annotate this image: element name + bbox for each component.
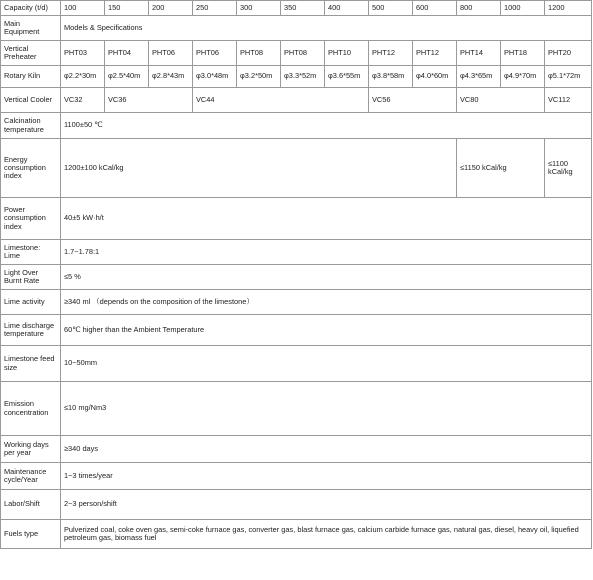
capacity-cell: 200 [149, 1, 193, 16]
working-days-value: ≥340 days [61, 436, 592, 463]
main-equipment-row [1, 16, 592, 41]
preheater-cell: PHT12 [413, 41, 457, 66]
energy-consumption-label: Energy consumption index [1, 139, 61, 198]
emission-concentration-value: ≤10 mg/Nm3 [61, 382, 592, 436]
calcination-temperature-label: Calcination temperature [1, 113, 61, 139]
fuels-type-label: Fuels type [1, 520, 61, 549]
preheater-cell: PHT20 [545, 41, 592, 66]
kiln-cell: φ3.0*48m [193, 66, 237, 88]
light-over-burnt-label: Light Over Burnt Rate [1, 265, 61, 290]
labor-shift-value: 2~3 person/shift [61, 490, 592, 520]
energy-consumption-value: 1200±100 kCal/kg [61, 139, 457, 198]
cooler-cell: VC56 [369, 88, 457, 113]
capacity-cell: 500 [369, 1, 413, 16]
maintenance-cycle-label: Maintenance cycle/Year [1, 463, 61, 490]
vertical-cooler-label: Vertical Cooler [1, 88, 61, 113]
preheater-cell: PHT06 [193, 41, 237, 66]
limestone-lime-label: Limestone: Lime [1, 240, 61, 265]
power-consumption-label: Power consumption index [1, 198, 61, 240]
capacity-cell: 600 [413, 1, 457, 16]
limestone-feed-size-row [1, 346, 592, 382]
lime-discharge-temperature-row [1, 315, 592, 346]
preheater-cell: PHT14 [457, 41, 501, 66]
capacity-cell: 1200 [545, 1, 592, 16]
preheater-cell: PHT06 [149, 41, 193, 66]
preheater-cell: PHT03 [61, 41, 105, 66]
preheater-cell: PHT08 [237, 41, 281, 66]
capacity-cell: 150 [105, 1, 149, 16]
lime-activity-label: Lime activity [1, 290, 61, 315]
fuels-type-value: Pulverized coal, coke oven gas, semi-coke furnace gas, converter gas, blast furnace gas, calcium carbide furnace gas, natural gas, diesel, heavy oil, liquefied petroleum gas, biomass fuel [61, 520, 592, 549]
working-days-row [1, 436, 592, 463]
cooler-cell: VC32 [61, 88, 105, 113]
preheater-cell: PHT04 [105, 41, 149, 66]
kiln-cell: φ3.6*55m [325, 66, 369, 88]
power-consumption-value: 40±5 kW·h/t [61, 198, 592, 240]
limestone-feed-size-label: Limestone feed size [1, 346, 61, 382]
preheater-cell: PHT08 [281, 41, 325, 66]
capacity-cell: 350 [281, 1, 325, 16]
kiln-cell: φ5.1*72m [545, 66, 592, 88]
capacity-cell: 400 [325, 1, 369, 16]
kiln-cell: φ3.3*52m [281, 66, 325, 88]
capacity-row [1, 1, 592, 16]
light-over-burnt-value: ≤5 % [61, 265, 592, 290]
labor-shift-label: Labor/Shift [1, 490, 61, 520]
calcination-temperature-value: 1100±50 ℃ [61, 113, 592, 139]
rotary-kiln-row [1, 66, 592, 88]
lime-activity-value: ≥340 ml （depends on the composition of the limestone） [61, 290, 592, 315]
energy-consumption-value: ≤1150 kCal/kg [457, 139, 545, 198]
capacity-cell: 300 [237, 1, 281, 16]
calcination-temperature-row [1, 113, 592, 139]
kiln-cell: φ4.3*65m [457, 66, 501, 88]
labor-shift-row [1, 490, 592, 520]
preheater-cell: PHT18 [501, 41, 545, 66]
capacity-cell: 1000 [501, 1, 545, 16]
main-equipment-label: Main Equipment [1, 16, 61, 41]
vertical-preheater-row [1, 41, 592, 66]
energy-consumption-row [1, 139, 592, 198]
preheater-cell: PHT12 [369, 41, 413, 66]
capacity-label: Capacity (t/d) [1, 1, 61, 16]
cooler-cell: VC36 [105, 88, 193, 113]
rotary-kiln-label: Rotary Kiln [1, 66, 61, 88]
power-consumption-row [1, 198, 592, 240]
kiln-cell: φ3.8*58m [369, 66, 413, 88]
kiln-cell: φ2.2*30m [61, 66, 105, 88]
working-days-label: Working days per year [1, 436, 61, 463]
kiln-cell: φ2.5*40m [105, 66, 149, 88]
kiln-cell: φ4.0*60m [413, 66, 457, 88]
capacity-cell: 250 [193, 1, 237, 16]
preheater-cell: PHT10 [325, 41, 369, 66]
cooler-cell: VC44 [193, 88, 369, 113]
lime-discharge-temperature-value: 60℃ higher than the Ambient Temperature [61, 315, 592, 346]
maintenance-cycle-value: 1~3 times/year [61, 463, 592, 490]
kiln-cell: φ3.2*50m [237, 66, 281, 88]
kiln-cell: φ4.9*70m [501, 66, 545, 88]
light-over-burnt-row [1, 265, 592, 290]
limestone-lime-row [1, 240, 592, 265]
emission-concentration-label: Emission concentration [1, 382, 61, 436]
vertical-cooler-row [1, 88, 592, 113]
capacity-cell: 100 [61, 1, 105, 16]
vertical-preheater-label: Vertical Preheater [1, 41, 61, 66]
cooler-cell: VC112 [545, 88, 592, 113]
limestone-feed-size-value: 10~50mm [61, 346, 592, 382]
limestone-lime-value: 1.7~1.78:1 [61, 240, 592, 265]
main-equipment-value: Models & Specifications [61, 16, 592, 41]
lime-activity-row [1, 290, 592, 315]
kiln-cell: φ2.8*43m [149, 66, 193, 88]
cooler-cell: VC80 [457, 88, 545, 113]
fuels-type-row [1, 520, 592, 549]
emission-concentration-row [1, 382, 592, 436]
capacity-cell: 800 [457, 1, 501, 16]
lime-discharge-temperature-label: Lime discharge temperature [1, 315, 61, 346]
energy-consumption-value: ≤1100 kCal/kg [545, 139, 592, 198]
maintenance-cycle-row [1, 463, 592, 490]
